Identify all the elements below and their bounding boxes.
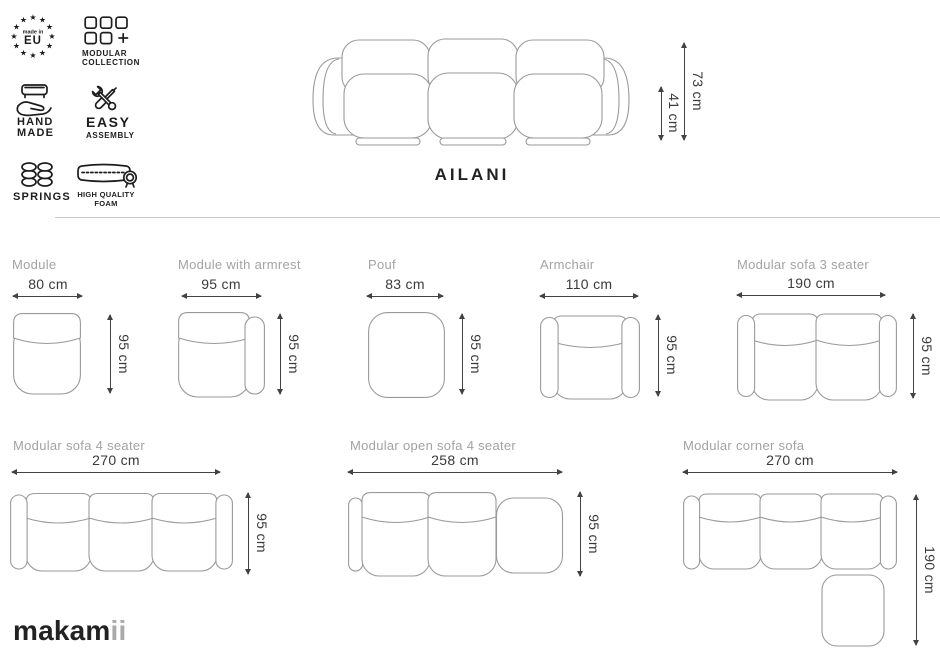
sofa4-width-arrow	[12, 472, 220, 473]
pouf-drawing	[368, 312, 445, 398]
svg-text:★: ★	[12, 41, 21, 51]
module-armrest-width-label: 95 cm	[201, 276, 241, 292]
hand-made-label-1: HAND	[17, 116, 54, 128]
corner-sofa-drawing	[683, 493, 897, 648]
pouf-width-arrow	[367, 296, 443, 297]
sofa4-height-label: 95 cm	[254, 513, 270, 553]
figure-label-pouf: Pouf	[368, 257, 396, 272]
sofa4-height-arrow	[248, 493, 249, 574]
pouf-width-label: 83 cm	[385, 276, 425, 292]
modular-collection-label-2: COLLECTION	[82, 58, 140, 67]
figure-label-corner-sofa: Modular corner sofa	[683, 438, 805, 453]
springs-icon	[20, 161, 54, 188]
sofa3-width-arrow	[737, 295, 885, 296]
corner-sofa-height-label: 190 cm	[922, 546, 938, 594]
eu-label: EU	[24, 35, 42, 47]
brand-logo-black: makam	[13, 615, 111, 646]
armchair-height-label: 95 cm	[664, 335, 680, 375]
brand-logo-gray: ii	[110, 615, 127, 646]
svg-text:★: ★	[10, 32, 18, 41]
svg-text:★: ★	[38, 15, 47, 25]
high-quality-foam-label-1: HIGH QUALITY	[77, 190, 135, 199]
sofa3-drawing	[737, 312, 897, 402]
figure-label-module-armrest: Module with armrest	[178, 257, 301, 272]
svg-text:★: ★	[38, 48, 47, 58]
sofa4-open-height-label: 95 cm	[586, 514, 602, 554]
svg-text:★: ★	[29, 13, 37, 22]
hero-seat-height-arrow	[661, 87, 662, 140]
pouf-height-arrow	[462, 314, 463, 394]
armchair-width-label: 110 cm	[565, 276, 613, 292]
modular-collection-icon	[84, 16, 130, 45]
sofa3-height-arrow	[913, 314, 914, 398]
made-in-label: made in	[22, 29, 44, 36]
armchair-width-arrow	[540, 296, 638, 297]
springs-label: SPRINGS	[13, 191, 71, 203]
easy-assembly-label-2: ASSEMBLY	[86, 131, 135, 140]
brand-logo	[13, 615, 126, 647]
module-height-label: 95 cm	[116, 334, 132, 374]
sofa3-height-label: 95 cm	[919, 336, 935, 376]
sofa4-open-width-label: 258 cm	[431, 452, 479, 468]
sofa4-open-height-arrow	[580, 492, 581, 576]
sofa3-width-label: 190 cm	[787, 275, 835, 291]
hero-sofa-drawing	[306, 38, 636, 148]
module-armrest-drawing	[178, 312, 265, 398]
corner-sofa-height-arrow	[916, 495, 917, 645]
sofa4-drawing	[10, 492, 233, 574]
svg-text:★: ★	[45, 41, 54, 51]
figure-label-armchair: Armchair	[540, 257, 595, 272]
svg-text:★: ★	[29, 51, 37, 60]
hand-made-icon	[15, 84, 55, 117]
figure-label-module: Module	[12, 257, 57, 272]
module-drawing	[13, 313, 81, 395]
module-armrest-height-arrow	[280, 314, 281, 394]
figure-label-sofa4: Modular sofa 4 seater	[13, 438, 146, 453]
svg-text:★: ★	[19, 15, 28, 25]
svg-text:★: ★	[48, 32, 56, 41]
easy-assembly-icon	[88, 82, 122, 116]
easy-assembly-label-1: EASY	[86, 114, 131, 130]
section-divider	[55, 217, 940, 218]
armchair-height-arrow	[658, 315, 659, 396]
modular-collection-label-1: MODULAR	[82, 49, 128, 58]
figure-label-sofa3: Modular sofa 3 seater	[737, 257, 870, 272]
svg-text:★: ★	[12, 22, 21, 32]
high-quality-foam-icon	[76, 162, 140, 189]
corner-sofa-width-label: 270 cm	[766, 452, 814, 468]
sofa4-open-width-arrow	[348, 472, 562, 473]
hero-total-height-arrow	[684, 43, 685, 140]
figure-label-sofa4-open: Modular open sofa 4 seater	[350, 438, 517, 453]
high-quality-foam-label-2: FOAM	[94, 199, 118, 208]
sofa4-width-label: 270 cm	[92, 452, 140, 468]
module-width-label: 80 cm	[28, 276, 68, 292]
corner-sofa-width-arrow	[683, 472, 897, 473]
module-height-arrow	[110, 315, 111, 393]
module-armrest-width-arrow	[182, 296, 261, 297]
hand-made-label-2: MADE	[17, 127, 55, 139]
svg-text:★: ★	[19, 48, 28, 58]
pouf-height-label: 95 cm	[468, 334, 484, 374]
svg-text:★: ★	[45, 22, 54, 32]
armchair-drawing	[540, 315, 640, 400]
sofa4-open-drawing	[348, 492, 563, 577]
module-armrest-height-label: 95 cm	[286, 334, 302, 374]
module-width-arrow	[13, 296, 82, 297]
product-title: AILANI	[434, 165, 510, 184]
hero-seat-height-label: 41 cm	[666, 93, 682, 133]
hero-total-height-label: 73 cm	[690, 71, 706, 111]
